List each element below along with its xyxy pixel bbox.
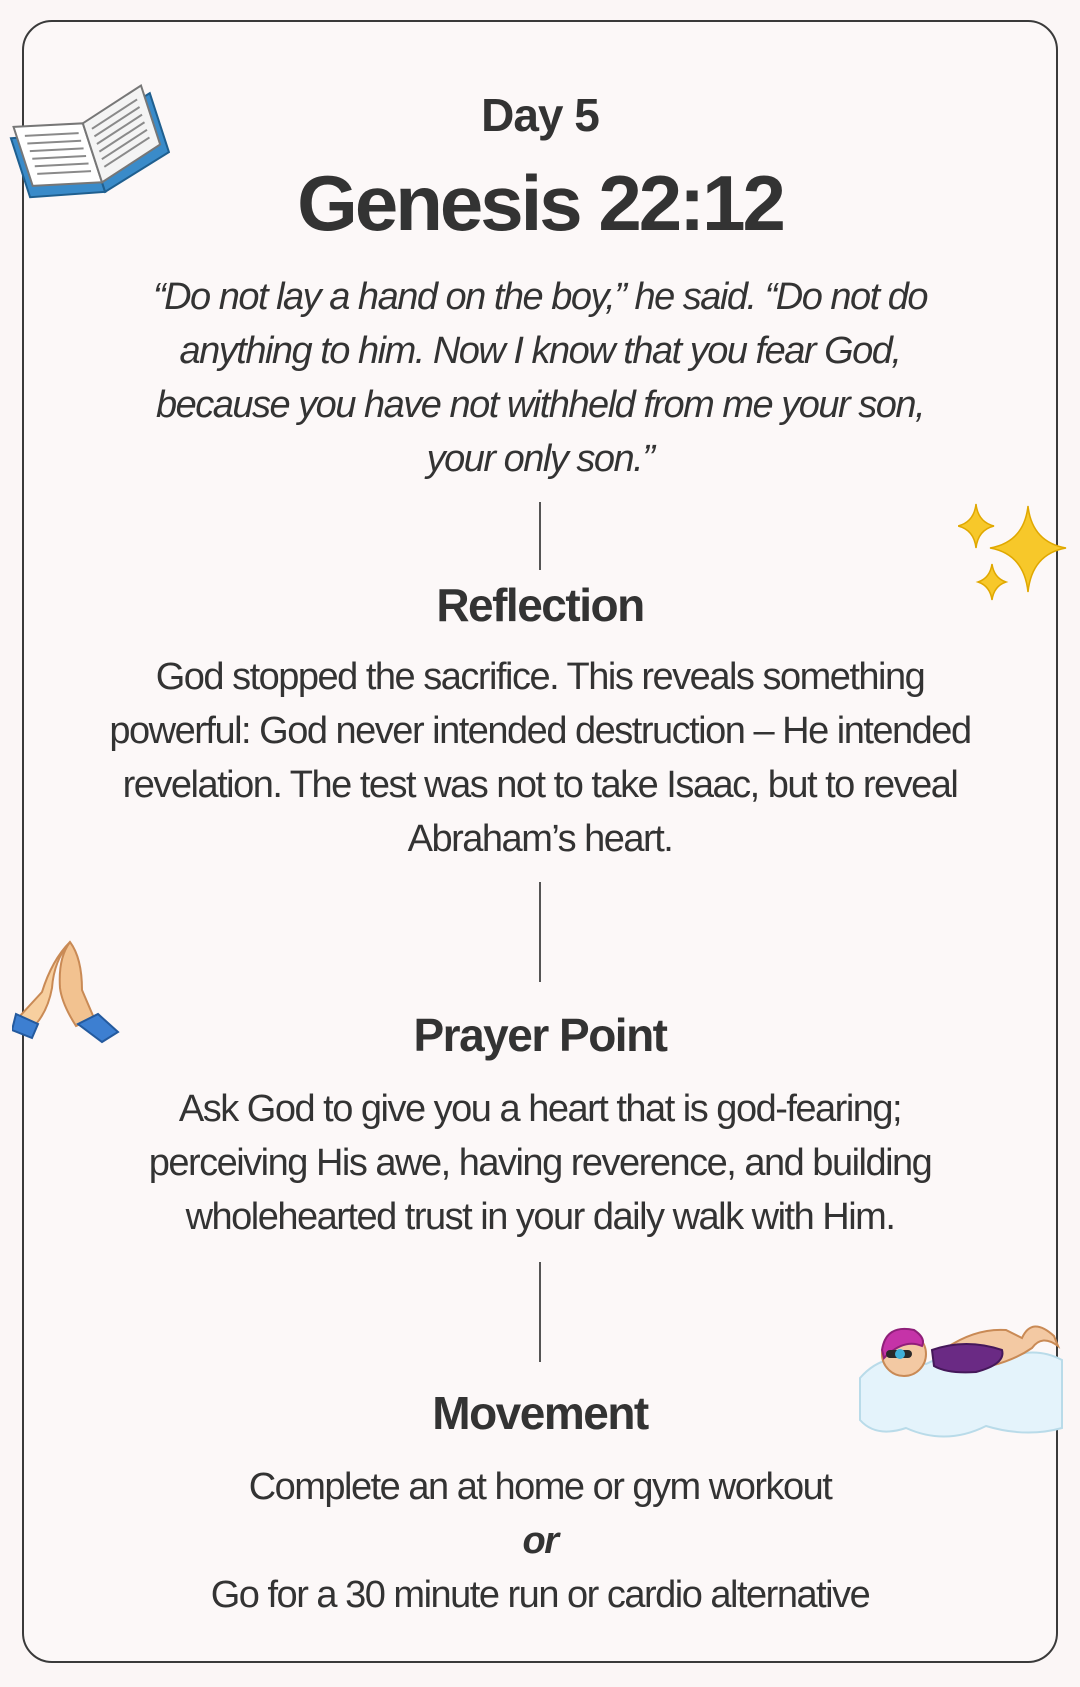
movement-option-1: Complete an at home or gym workout <box>248 1466 832 1508</box>
divider <box>539 882 541 982</box>
prayer-point-title: Prayer Point <box>413 1009 667 1061</box>
divider <box>539 1262 541 1362</box>
scripture-reference: Genesis 22:12 <box>297 159 783 247</box>
verse-text: “Do not lay a hand on the boy,” he said. “Do not do anything to him. Now I know that you fear God, because you have not withheld from me your son, your only son.” <box>152 276 928 480</box>
day-label: Day 5 <box>481 89 599 141</box>
movement-title: Movement <box>432 1387 648 1439</box>
reflection-title: Reflection <box>436 579 644 631</box>
divider <box>539 502 541 570</box>
reflection-body: God stopped the sacrifice. This reveals something powerful: God never intended destruction – He intended revelation. The test was not to take Isaac, but to reveal Abraham’s heart. <box>109 656 971 860</box>
prayer-point-body: Ask God to give you a heart that is god-fearing; perceiving His awe, having reverence, and building wholehearted trust in your daily walk with Him. <box>148 1088 932 1238</box>
movement-separator: or <box>522 1520 558 1562</box>
movement-option-2: Go for a 30 minute run or cardio alternative <box>210 1574 870 1616</box>
